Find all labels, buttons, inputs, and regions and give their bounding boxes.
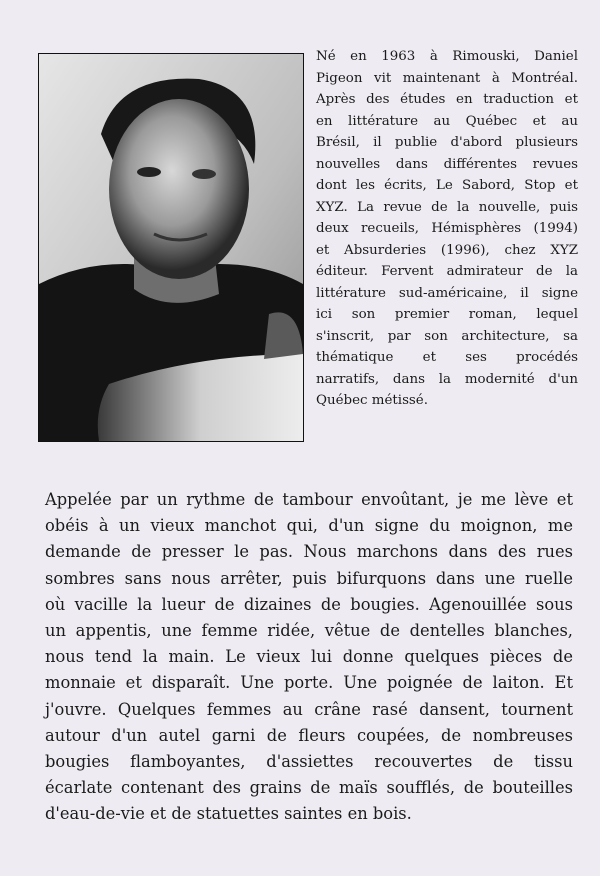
author-bio: [316, 46, 578, 412]
excerpt-line: obéis à un vieux manchot qui, d'un signe du moignon, me: [45, 516, 573, 536]
excerpt-line: où vacille la lueur de dizaines de bougies. Agenouillée sous: [45, 594, 573, 614]
bio-line: Pigeon vit maintenant à Montréal.: [316, 70, 578, 86]
bio-line: dont les écrits, Le Sabord, Stop et: [316, 178, 578, 193]
bio-line: narratifs, dans la modernité d'un: [316, 371, 578, 387]
bio-line: ici son premier roman, lequel: [316, 307, 578, 322]
bio-line: thématique et ses procédés: [316, 350, 578, 365]
excerpt-line: écarlate contenant des grains de maïs soufflés, de bouteilles: [45, 778, 573, 798]
bio-line: Après des études en traduction et: [316, 92, 578, 107]
excerpt-line: d'eau-de-vie et de statuettes saintes en bois.: [45, 804, 412, 824]
excerpt-line: monnaie et disparaît. Une porte. Une poignée de laiton. Et: [45, 673, 573, 693]
bio-line: nouvelles dans différentes revues: [316, 156, 578, 172]
bio-line: XYZ. La revue de la nouvelle, puis: [316, 199, 578, 215]
author-portrait-image: [39, 54, 303, 441]
bio-line: littérature sud-américaine, il signe: [316, 285, 578, 301]
excerpt-line: autour d'un autel garni de fleurs coupées, de nombreuses: [45, 725, 573, 745]
excerpt-line: Appelée par un rythme de tambour envoûtant, je me lève et: [45, 490, 573, 509]
excerpt-line: un appentis, une femme ridée, vêtue de dentelles blanches,: [45, 621, 573, 641]
novel-excerpt: [45, 487, 573, 828]
excerpt-line: demande de presser le pas. Nous marchons dans des rues: [45, 542, 573, 562]
excerpt-line: j'ouvre. Quelques femmes au crâne rasé dansent, tournent: [45, 699, 573, 719]
bio-line: Québec métissé.: [316, 393, 428, 408]
bio-line: en littérature au Québec et au: [316, 113, 578, 129]
excerpt-line: nous tend la main. Le vieux lui donne quelques pièces de: [45, 647, 573, 667]
bio-line: Brésil, il publie d'abord plusieurs: [316, 135, 578, 150]
excerpt-line: bougies flamboyantes, d'assiettes recouvertes de tissu: [45, 752, 573, 772]
bio-line: deux recueils, Hémisphères (1994): [316, 221, 578, 236]
bio-line: éditeur. Fervent admirateur de la: [316, 264, 578, 279]
bio-line: s'inscrit, par son architecture, sa: [316, 328, 578, 344]
excerpt-line: sombres sans nous arrêter, puis bifurquons dans une ruelle: [45, 568, 573, 588]
bio-line: Né en 1963 à Rimouski, Daniel: [316, 49, 578, 64]
bio-line: et Absurderies (1996), chez XYZ: [316, 242, 578, 258]
author-photo: [38, 53, 304, 442]
